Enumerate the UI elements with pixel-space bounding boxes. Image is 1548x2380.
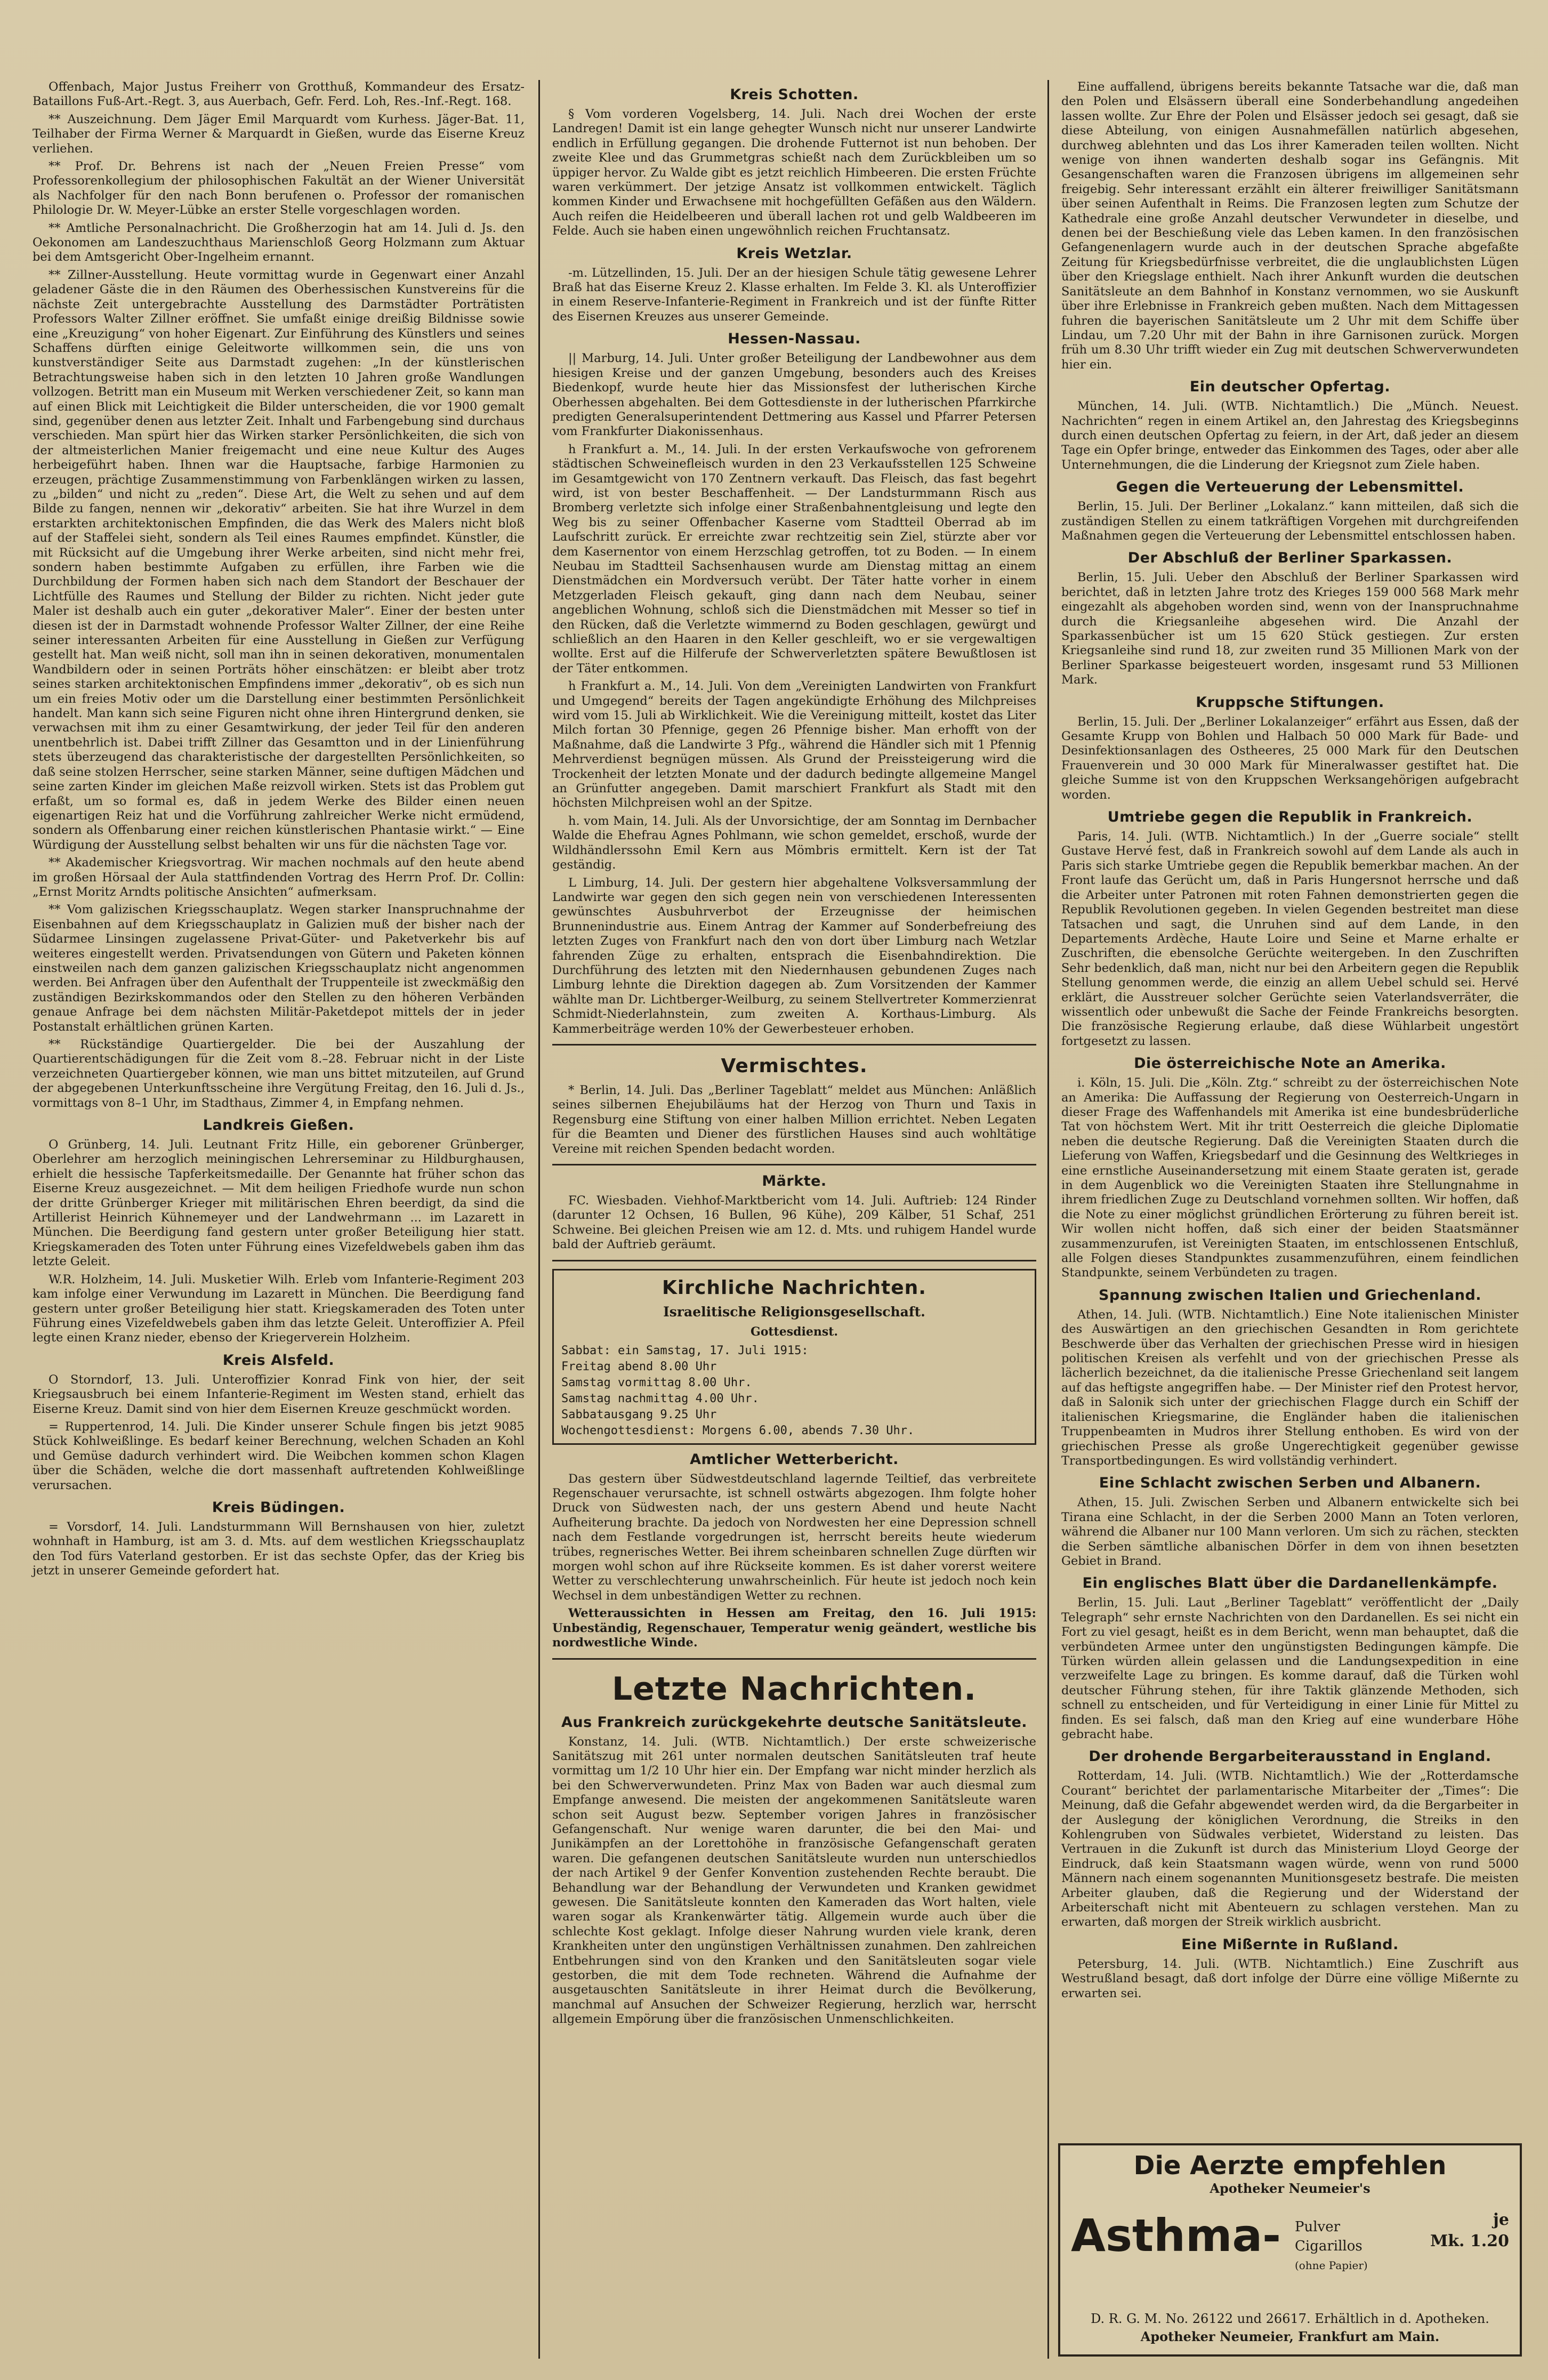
service-line: Wochengottesdienst: Morgens 6.00, abends 7.30 Uhr.: [561, 1424, 915, 1437]
section-heading: Kruppsche Stiftungen.: [1196, 694, 1384, 711]
section-heading: Kreis Schotten.: [730, 86, 859, 103]
article-paragraph: Wetteraussichten in Hessen am Freitag, den 16. Juli 1915: Unbeständig, Regenschauer, Temperatur wenig geändert, westliche bis nordwestliche Winde.: [552, 1606, 1036, 1650]
article-paragraph: h Frankfurt a. M., 14. Juli. Von dem „Vereinigten Landwirten von Frankfurt und Umgegend“ bereits der Tagen angekündigte Erhöhung des Milchpreises wird vom 15. Juli ab Wirklichkeit. Wie die Vereinigung mitteilt, kostet das Liter Milch fortan 30 Pfennige, gegen 26 Pfennige bisher. Man erhofft von der Maßnahme, daß die Landwirte 3 Pfg., während die Händler sich mit 1 Pfennig Mehrverdienst begnügen müssen. Als Grund der Preissteigerung wird die Trockenheit der letzten Monate und der dadurch bedingte allgemeine Mangel an Grünfutter angegeben. Damit marschiert Frankfurt als Stadt mit den höchsten Milchpreisen wohl an der Spitze.: [552, 679, 1036, 810]
article-paragraph: ** Amtliche Personalnachricht. Die Großherzogin hat am 14. Juli d. Js. den Oekonomen am Landeszuchthaus Marienschloß Georg Holzmann zum Aktuar bei dem Amtsgericht Ober-Ingelheim ernannt.: [33, 221, 525, 264]
column-right: [1058, 80, 1522, 2135]
section-heading: Der Abschluß der Berliner Sparkassen.: [1127, 550, 1453, 567]
article-paragraph: § Vom vorderen Vogelsberg, 14. Juli. Nach drei Wochen der erste Landregen! Damit ist ein lange gehegter Wunsch nicht nur unserer Landwirte endlich in Erfüllung gegangen. Die drohende Futternot ist nun behoben. Der zweite Klee und das Grummetgras schießt nach dem Zurückbleiben um so üppiger hervor. Zu Walde gibt es jetzt reichlich Himbeeren. Die ersten Früchte waren verkümmert. Der jetzige Ansatz ist vollkommen entwickelt. Täglich kommen Kinder und Erwachsene mit hochgefüllten Gefäßen aus den Wäldern. Auch reifen die Heidelbeeren und überall lachen rot und gelb Waldbeeren im Felde. Auch sie haben einen ungewöhnlich reichen Fruchtansatz.: [552, 107, 1036, 238]
article-paragraph: h Frankfurt a. M., 14. Juli. In der ersten Verkaufswoche von gefrorenem städtischen Schweinefleisch wurden in den 23 Verkaufsstellen 125 Schweine im Gesamtgewicht von 170 Zentnern verkauft. Das Fleisch, das fast begehrt wird, ist von bester Beschaffenheit. — Der Landsturmmann Risch aus Bromberg verletzte sich infolge einer Straßenbahnentgleisung und legte den Weg bis zu seiner Offenbacher Kaserne vom Stadtteil Oberrad ab im Laufschritt zurück. Er erreichte zwar rechtzeitig sein Ziel, stürzte aber vor dem Kasernentor von einem Herzschlag getroffen, tot zu Boden. — In einem Neubau im Stadtteil Sachsenhausen wurde am Dienstag mittag an einem Dienstmädchen ein Mordversuch verübt. Der Täter hatte vorher in einem Metzgerladen Fleisch gekauft, ging dann nach dem Neubau, seiner angeblichen Wohnung, schloß sich die Dienstmädchen mit Messer so tief in den Rücken, daß die Verletzte wimmernd zu Boden geschlagen, gewürgt und schließlich an den Haaren in den Keller geschleift, wo er sie vergewaltigen wollte. Erst auf die Hilferufe der Schwerverletzten spätere Bewußtlosen ist der Täter entkommen.: [552, 442, 1036, 676]
article-paragraph: Berlin, 15. Juli. Der Berliner „Lokalanz.“ kann mitteilen, daß sich die zuständigen Stellen zu einem tatkräftigen Vorgehen mit durchgreifenden Maßnahmen gegen die Verteuerung der Lebensmittel entschlossen haben.: [1061, 500, 1519, 543]
section-heading: Aus Frankreich zurückgekehrte deutsche Sanitätsleute.: [561, 1714, 1028, 1731]
column-middle: [549, 80, 1039, 2364]
ad-product-forms: [1295, 2217, 1368, 2275]
section-heading: Landkreis Gießen.: [203, 1117, 354, 1134]
ad-subheadline: Apotheker Neumeier's: [1210, 2181, 1370, 2196]
church-notice: [552, 1269, 1036, 1445]
article-paragraph: FC. Wiesbaden. Viehhof-Marktbericht vom 14. Juli. Auftrieb: 124 Rinder (darunter 12 Ochsen, 16 Bullen, 96 Kühe), 209 Kälber, 51 Schaf, 251 Schweine. Bei gleichen Preisen wie am 12. d. Mts. und ruhigem Handel wurde bald der Auftrieb geräumt.: [552, 1194, 1036, 1252]
section-heading: Eine Mißernte in Rußland.: [1181, 1936, 1399, 1953]
column-left: [29, 80, 528, 2364]
article-paragraph: = Ruppertenrod, 14. Juli. Die Kinder unserer Schule fingen bis jetzt 9085 Stück Kohlweißlinge. Es bedarf keiner Berechnung, welchen Schaden an Kohl und Gemüse dadurch verhindert wird. Die Weibchen kommen schon Klagen über die Schäden, welche die dort massenhaft auftretenden Kohlweißlinge verursachen.: [33, 1419, 525, 1492]
divider: [552, 1164, 1036, 1165]
headline-latest-news: Letzte Nachrichten.: [611, 1670, 977, 1708]
section-heading: Amtlicher Wetterbericht.: [690, 1451, 899, 1468]
article-paragraph: || Marburg, 14. Juli. Unter großer Beteiligung der Landbewohner aus dem hiesigen Kreise und der ganzen Umgebung, besonders auch des Kreises Biedenkopf, wurde heute hier das Missionsfest der lutherischen Kirche Oberhessen abgehalten. Bei dem Gottesdienste in der lutherischen Pfarrkirche predigten Generalsuperintendent Dettmering aus Kassel und Pfarrer Petersen vom Frankfurter Diakonissenhaus.: [552, 351, 1036, 439]
article-paragraph: ** Akademischer Kriegsvortrag. Wir machen nochmals auf den heute abend im großen Hörsaal der Aula stattfindenden Vortrag des Herrn Prof. Dr. Collin: „Ernst Moritz Arndts politische Ansichten“ aufmerksam.: [33, 856, 525, 899]
ad-price: Mk. 1.20: [1430, 2232, 1509, 2250]
column-rule: [538, 80, 540, 2359]
article-paragraph: L Limburg, 14. Juli. Der gestern hier abgehaltene Volksversammlung der Landwirte war gegen den sich gegen nein von verschiedenen Interessenten gewünschtes Ausbuhrverbot der Erzeugnisse der heimischen Brunnenindustrie aus. Einem Antrag der Kammer auf Sonderbefreiung des letzten Zuges von Frankfurt nach den von dort über Limburg nach Wetzlar fahrenden Züge zu erhalten, entsprach die Eisenbahndirektion. Die Durchführung des letzten mit den Niedernhausen gebundenen Zuges nach Limburg lehnte die Direktion dagegen ab. Zum Vorsitzenden der Kammer wählte man Dr. Lichtberger-Weilburg, zu seinem Stellvertreter Kommerzienrat Schmidt-Niederlahnstein, zum zweiten A. Korthaus-Limburg. Als Kammerbeiträge werden 10% der Gewerbesteuer erhoben.: [552, 875, 1036, 1036]
article-paragraph: Rotterdam, 14. Juli. (WTB. Nichtamtlich.) Wie der „Rotterdamsche Courant“ berichtet der parlamentarische Mitarbeiter der „Times“: Die Meinung, daß die Gefahr abgewendet werden wird, da die Bergarbeiter in der Auslegung der königlichen Verordnung, die Streiks in den Kohlengruben von Südwales verbietet, Widerstand zu leisten. Das Vertrauen in die Zukunft ist durch das Ministerium Lloyd George der Eindruck, daß kein Staatsmann wagen würde, wenn von rund 5000 Männern nach einem sogenannten Munitionsgesetz bestrafe. Die meisten Arbeiter glauben, daß die Regierung und der Widerstand der Arbeiterschaft nicht mit Abenteuern zu schlagen verstehen. Man zu erwarten, daß morgen der Streik wirklich ausbricht.: [1061, 1769, 1519, 1929]
ad-note: (ohne Papier): [1295, 2259, 1368, 2272]
service-line: Samstag vormittag 8.00 Uhr.: [561, 1376, 752, 1389]
section-heading: Die österreichische Note an Amerika.: [1134, 1055, 1446, 1072]
ad-footer: [1071, 2310, 1509, 2346]
article-paragraph: O Grünberg, 14. Juli. Leutnant Fritz Hille, ein geborener Grünberger, Oberlehrer am herzoglich meiningischen Lehrerseminar zu Hildburghausen, erhielt die hessische Tapferkeitsmedaille. Der Genannte hat früher schon das Eiserne Kreuz ausgezeichnet. — Mit dem heiligen Friedhofe wurde nun schon der dritte Grünberger Krieger mit militärischen Ehren beerdigt, da sind die Artillerist Heinrich Kühnemeyer und der Landwehrmann ... im Lazarett in München. Die Beerdigung fand gestern unter großer Beteiligung hier statt. Kriegskameraden des Toten unter Führung eines Vizefeldwebels gaben ihm das letzte Geleit.: [33, 1138, 525, 1269]
article-paragraph: W.R. Holzheim, 14. Juli. Musketier Wilh. Erleb vom Infanterie-Regiment 203 kam infolge einer Verwundung im Lazarett in München. Die Beerdigung fand gestern unter großer Beteiligung hier statt. Kriegskameraden des Toten unter Führung eines Vizefeldwebels gaben ihm das letzte Geleit. Unteroffizier A. Pfeil legte einen Kranz nieder, ebenso der Kriegerverein Holzheim.: [33, 1272, 525, 1345]
article-paragraph: Paris, 14. Juli. (WTB. Nichtamtlich.) In der „Guerre sociale“ stellt Gustave Hervé fest, daß in Frankreich sowohl auf dem Lande als auch in Paris sich starke Umtriebe gegen die Republik bemerkbar machen. An der Front laufe das Gerücht um, daß in Paris Hungersnot herrsche und daß die Arbeiter unter Patronen mit roten Fahnen demonstrierten gegen die Republik Revolutionen gegeben. In vielen Gegenden bestreitet man diese Tatsachen und sagt, die Unruhen sind auf dem Lande, in den Departements Ardèche, Haute Loire und Seine et Marne erhalte er Zuschriften, die ebensolche Gerüchte weitergeben. In den Zuschriften Sehr bedenklich, daß man, nicht nur bei den Arbeitern gegen die Republik Stellung genommen werde, die einzig an allem Uebel schuld sei. Hervé erklärt, die Ausstreuer solcher Gerüchte seien Vaterlandsverräter, die wissentlich oder unbewußt die Sache der Feinde Frankreichs besorgten. Die französische Regierung erlaube, daß diese Wühlarbeit ungestört fortgesetzt zu lassen.: [1061, 830, 1519, 1048]
article-paragraph: = Vorsdorf, 14. Juli. Landsturmmann Will Bernshausen von hier, zuletzt wohnhaft in Hamburg, ist am 3. d. Mts. auf dem westlichen Kriegsschauplatz den Tod fürs Vaterland gestorben. Er ist das sechste Opfer, das der Krieg bis jetzt in unserer Gemeinde gefordert hat.: [33, 1519, 525, 1578]
article-paragraph: ** Rückständige Quartiergelder. Die bei der Auszahlung der Quartierentschädigungen für die Zeit vom 8.–28. Februar nicht in der Liste verzeichneten Quartiergeber können, wie man uns bittet mitzuteilen, auf Grund der abgegebenen Unterkunftsscheine ihre Vergütung Freitag, den 16. Juli d. Js., vormittags von 8–1 Uhr, im Stadthaus, Zimmer 4, in Empfang nehmen.: [33, 1038, 525, 1110]
service-line: Freitag abend 8.00 Uhr: [561, 1360, 717, 1373]
article-paragraph: -m. Lützellinden, 15. Juli. Der an der hiesigen Schule tätig gewesene Lehrer Braß hat das Eiserne Kreuz 2. Klasse erhalten. Im Felde 3. Kl. als Unteroffizier in einem Reserve-Infanterie-Regiment in Frankreich und ist der fünfte Ritter des Eisernen Kreuzes aus unserer Gemeinde.: [552, 266, 1036, 324]
article-paragraph: Offenbach, Major Justus Freiherr von Grotthuß, Kommandeur des Ersatz-Bataillons Fuß-Art.-Regt. 3, aus Auerbach, Gefr. Ferd. Loh, Res.-Inf.-Regt. 168.: [33, 80, 525, 109]
service-line: Sabbat: ein Samstag, 17. Juli 1915:: [561, 1344, 809, 1357]
article-paragraph: Athen, 14. Juli. (WTB. Nichtamtlich.) Eine Note italienischen Minister des Auswärtigen an den griechischen Gesandten in Rom gerichtete Beschwerde über das Verhalten der griechischen Presse wird in hiesigen politischen Kreisen als verfehlt und von der griechischen Presse als lächerlich bezeichnet, da die italienische Presse Griechenland seit langem auf das heftigste angegriffen habe. — Der Minister rief den Protest hervor, daß in Salonik sich unter der griechischen Flagge durch ein Schiff der italienischen Kriegsmarine, die Engländer haben die italienischen Truppenbeamten in Mudros ihrer Stellung enthoben. Es wird von der griechischen Presse als große Ungerechtigkeit gegenüber gewisse Transportbedingungen. Es wird vollständig verhindert.: [1061, 1307, 1519, 1468]
article-paragraph: O Storndorf, 13. Juli. Unteroffizier Konrad Fink von hier, der seit Kriegsausbruch bei einem Infanterie-Regiment im Westen stand, erhielt das Eiserne Kreuz. Damit sind von hier dem Eisernen Kreuze geschmückt worden.: [33, 1372, 525, 1416]
article-paragraph: Athen, 15. Juli. Zwischen Serben und Albanern entwickelte sich bei Tirana eine Schlacht, in der die Serben 2000 Mann an Toten verloren, während die Albaner nur 100 Mann verloren. Um sich zu rächen, steckten die Serben sämtliche albanischen Dörfer in dem von ihnen besetzten Gebiet in Brand.: [1061, 1495, 1519, 1568]
ad-form: Pulver: [1295, 2219, 1341, 2235]
notice-heading: Israelitische Religionsgesellschaft.: [663, 1304, 925, 1320]
ad-price-label: je: [1493, 2210, 1509, 2229]
divider: [552, 1044, 1036, 1046]
section-heading: Kreis Alsfeld.: [222, 1352, 335, 1369]
section-title: Vermischtes.: [721, 1055, 868, 1077]
section-title: Kirchliche Nachrichten.: [662, 1276, 926, 1299]
ad-price-block: [1430, 2209, 1509, 2252]
ad-patent: D. R. G. M. No. 26122 und 26617. Erhältlich in d. Apotheken.: [1091, 2311, 1489, 2326]
article-paragraph: ** Prof. Dr. Behrens ist nach der „Neuen Freien Presse“ vom Professorenkollegium der philosophischen Fakultät an der Wiener Universität als Nachfolger für den nach Bonn berufenen o. Professor der romanischen Philologie Dr. W. Meyer-Lübke an erster Stelle vorgeschlagen worden.: [33, 159, 525, 218]
section-heading: Eine Schlacht zwischen Serben und Albanern.: [1099, 1475, 1481, 1492]
ad-headline: Die Aerzte empfehlen: [1133, 2151, 1447, 2181]
article-paragraph: ** Zillner-Ausstellung. Heute vormittag wurde in Gegenwart einer Anzahl geladener Gäste die in den Räumen des Oberhessischen Kunstvereins für die nächste Zeit untergebrachte Ausstellung des Darmstädter Porträtisten Professors Walter Zillner eröffnet. Sie umfaßt einige dreißig Bildnisse sowie eine „Kreuzigung“ von hoher Eigenart. Zur Einführung des Künstlers und seines Schaffens dürften einige Geleitworte willkommen sein, die uns von kunstverständiger Seite aus Darmstadt zugehen: „In der künstlerischen Betrachtungsweise haben sich in den letzten 10 Jahren große Wandlungen vollzogen. Betritt man ein Museum mit Werken verschiedener Zeit, so kann man auf einen Blick mit Leichtigkeit die Bilder unterscheiden, die vor 1900 gemalt sind, gegenüber denen aus letzter Zeit. Inhalt und Farbengebung sind durchaus verschieden. Man spürt hier das Wirken starker Persönlichkeiten, die sich von der altmeisterlichen Manier freigemacht und eine neue Kultur des Auges herbeigeführt haben. Ihnen war die Hauptsache, farbige Harmonien zu erzeugen, prächtige Zusammenstimmung von Farbenklängen wirken zu lassen, zu „bilden“ und nicht zu „reden“. Diese Art, die Welt zu sehen und auf dem Bilde zu fangen, nennen wir „dekorativ“ arbeiten. Sie hat ihre Wurzel in dem erstarkten architektonischen Empfinden, die das Werk des Malers nicht bloß auf der Staffelei sieht, sondern als Teil eines Raumes empfindet. Künstler, die mit Rücksicht auf die Umgebung ihrer Werke arbeiten, sind nicht mehr frei, sondern haben bestimmte Aufgaben zu erfüllen, ihre Farben wie die Durchbildung der Formen haben sich nach dem Standort der Beschauer der Lichtfülle des Raumes und Stellung der Bilder zu richten. Nicht jeder gute Maler ist deshalb auch ein guter „dekorativer Maler“. Einer der besten unter diesen ist der in Darmstadt wohnende Professor Walter Zillner, der eine Reihe seiner interessanten Arbeiten für eine Ausstellung in Gießen zur Verfügung gestellt hat. Man weiß nicht, soll man ihn in seinen dekorativen, monumentalen Wandbildern oder in seinen Porträts höher einschätzen: er bleibt aber trotz seines starken architektonischen Empfindens immer „dekorativ“, ob es sich nun um ein freies Motiv oder um die Darstellung einer bestimmten Persönlichkeit handelt. Man kann sich seine Figuren nicht ohne ihren Hintergrund denken, sie verwachsen mit ihm zu einer Gesamtwirkung, der jeder Teil für den anderen unentbehrlich ist. Dabei trifft Zillner das Gesamtton und in der Linienführung stets überzeugend das charakteristische der dargestellten Persönlichkeiten, so daß seine stolzen Herrscher, seine starken Männer, seine duftigen Mädchen und seine zarten Kinder im gleichen Maße reizvoll wirken. Stets ist das Problem gut erfaßt, um so formal es, daß in jedem Werke des Bilder einen neuen eigenartigen Reiz hat und die Vorführung zahlreicher Werke nicht ermüdend, sondern als Offenbarung einer reichen künstlerischen Phantasie wirkt.“ — Eine Würdigung der Ausstellung selbst behalten wir uns für die nächsten Tage vor.: [33, 268, 525, 852]
article-paragraph: ** Auszeichnung. Dem Jäger Emil Marquardt vom Kurhess. Jäger-Bat. 11, Teilhaber der Firma Werner & Marquardt in Gießen, wurde das Eiserne Kreuz verliehen.: [33, 112, 525, 156]
article-paragraph: i. Köln, 15. Juli. Die „Köln. Ztg.“ schreibt zu der österreichischen Note an Amerika: Die Auffassung der Regierung von Oesterreich-Ungarn in dieser Frage des Waffenhandels mit Amerika ist eine bundesbrüderliche Tat von höchstem Wert. Mit ihr tritt Oesterreich die gleiche Diplomatie neben die deutsche Regierung. Daß die Vereinigten Staaten durch die Lieferung von Waffen, Kriegsbedarf und die Gesinnung des Weltkrieges in eine ernstliche Auseinandersetzung mit einem Staate geraten ist, gerade in dem Augenblick wo die Vereinigten Staaten ihre Stellungnahme in ihrem friedlichen Zuge zu Deutschland vornehmen sollten. Wir hoffen, daß die Note zu einer möglichst gründlichen Erörterung zu führen bereit ist. Wir wollen nicht hoffen, daß sich einer der beiden Staatsmänner zusammenzurufen, ist Vereinigten Staaten, im entschlossenen Entschluß, alle Folgen dieses Standpunktes zusammenzuführen, einem feindlichen Standpunkte, seinem Verbündeten zu tragen.: [1061, 1076, 1519, 1280]
advertisement-asthma: [1058, 2143, 1522, 2357]
section-heading: Gegen die Verteuerung der Lebensmittel.: [1116, 479, 1464, 496]
section-heading: Märkte.: [762, 1173, 827, 1189]
service-line: Sabbatausgang 9.25 Uhr: [561, 1408, 717, 1421]
ad-maker: Apotheker Neumeier, Frankfurt am Main.: [1140, 2329, 1440, 2344]
section-heading: Kreis Wetzlar.: [736, 245, 852, 262]
article-paragraph: Konstanz, 14. Juli. (WTB. Nichtamtlich.) Der erste schweizerische Sanitätszug mit 261 unter normalen deutschen Sanitätsleuten traf heute vormittag um 1/2 10 Uhr hier ein. Der Empfang war nicht minder herzlich als bei den Schwerverwundeten. Prinz Max von Baden war auch diesmal zum Empfange anwesend. Die meisten der angekommenen Sanitätsleute waren schon seit August bezw. September vorigen Jahres in französischer Gefangenschaft. Nur wenige waren darunter, die bei den Mai- und Junikämpfen an der Lorettohöhe in französische Gefangenschaft geraten waren. Die gefangenen deutschen Sanitätsleute wurden nun unterschiedlos der nach Artikel 9 der Genfer Konvention zustehenden Rechte beraubt. Die Behandlung war der Behandlung der Verwundeten und Kranken gewidmet gewesen. Die Sanitätsleute konnten den Kameraden das Wort halten, viele waren sogar als Krankenwärter tätig. Allgemein wurde auch über die schlechte Kost geklagt. Infolge dieser Nahrung wurden viele krank, deren Krankheiten unter den ungünstigen Verhältnissen zunahmen. Den zahlreichen Entbehrungen sind von den Kranken und den Sanitätsleuten sogar viele gestorben, die mit dem Tode rechneten. Während die Aufnahme der ausgetauschten Sanitätsleute in ihrer Heimat durch die Bevölkerung, manchmal auf Ansuchen der Schweizer Regierung, herzlich war, herrscht allgemein Empörung über die französischen Unmenschlichkeiten.: [552, 1734, 1036, 2027]
section-heading: Kreis Büdingen.: [212, 1499, 345, 1516]
section-heading: Hessen-Nassau.: [728, 331, 861, 348]
ad-form: Cigarillos: [1295, 2238, 1362, 2254]
section-heading: Ein englisches Blatt über die Dardanellenkämpfe.: [1082, 1575, 1498, 1592]
divider: [552, 1260, 1036, 1261]
column-rule: [1047, 80, 1049, 2359]
article-paragraph: * Berlin, 14. Juli. Das „Berliner Tageblatt“ meldet aus München: Anläßlich seines silbernen Ehejubiläums hat der Herzog von Thurn und Taxis in Regensburg eine Stiftung von einer halben Million errichtet. Neben Legaten für die Beamten und Diener des fürstlichen Hauses sind auch wohltätige Vereine mit reichen Spenden bedacht worden.: [552, 1083, 1036, 1156]
article-paragraph: München, 14. Juli. (WTB. Nichtamtlich.) Die „Münch. Neuest. Nachrichten“ regen in einem Artikel an, den Jahrestag des Kriegsbeginns durch einen deutschen Opfertag zu feiern, in der Art, daß jeder an diesem Tage ein Opfer bringe, entweder das Einkommen des Tages, oder aber alle Unternehmungen, die die Linderung der Kriegsnot zum Ziele haben.: [1061, 399, 1519, 472]
article-paragraph: Das gestern über Südwestdeutschland lagernde Teiltief, das verbreitete Regenschauer verursachte, ist schnell ostwärts abgezogen. Ihm folgte hoher Druck von Südwesten nach, der uns gestern Abend und heute Nacht Aufheiterung brachte. Da jedoch von Nordwesten her eine Depression schnell nach dem Festlande vorgedrungen ist, herrscht bereits heute wiederum trübes, regnerisches Wetter. Bei ihrem scheinbaren schnellen Zuge dürften wir morgen wohl schon auf ihre Rückseite kommen. Es ist daher vorerst weitere Wetter zu verschlechterung unwahrscheinlich. Für heute ist jedoch noch kein Wechsel in dem unbeständigen Wetter zu rechnen.: [552, 1472, 1036, 1603]
section-heading: Spannung zwischen Italien und Griechenland.: [1098, 1287, 1482, 1304]
article-paragraph: h. vom Main, 14. Juli. Als der Unvorsichtige, der am Sonntag im Dernbacher Walde die Ehefrau Agnes Pohlmann, wie schon gemeldet, erschoß, wurde der Wildhändlerssohn Emil Kern aus Mömbris ermittelt. Kern ist der Tat geständig.: [552, 814, 1036, 872]
article-paragraph: Berlin, 15. Juli. Ueber den Abschluß der Berliner Sparkassen wird berichtet, daß in letzten Jahre trotz des Krieges 159 000 568 Mark mehr eingezahlt als abgehoben worden sind, wenn von der Inanspruchnahme durch die Kriegsanleihe abgesehen wird. Die Anzahl der Sparkassenbücher ist um 15 620 Stück gestiegen. Zur ersten Kriegsanleihe sind rund 18, zur zweiten rund 35 Millionen Mark von der Berliner Sparkasse beigesteuert worden, insgesamt rund 53 Millionen Mark.: [1061, 570, 1519, 687]
section-heading: Der drohende Bergarbeiterausstand in England.: [1089, 1748, 1491, 1765]
article-paragraph: Berlin, 15. Juli. Laut „Berliner Tageblatt“ veröffentlicht der „Daily Telegraph“ sehr ernste Nachrichten von den Dardanellen. Es sei nicht ein Fort zu viel gesagt, heißt es in dem Bericht, wenn man behauptet, daß die verbündeten Armee unter den ungünstigsten Bedingungen kämpfe. Die Türken würden allein gelassen und die Landungsexpedition in eine verzweifelte Lage zu bringen. Es komme darauf, daß die Türken wohl deutscher Führung stehen, für ihre Taktik glänzende Methoden, sich schnell zu entscheiden, und für Verteidigung in einer Linie für Mittel zu finden. Es sei falsch, daß man den Krieg auf eine wunderbare Höhe gebracht habe.: [1061, 1596, 1519, 1741]
article-paragraph: Petersburg, 14. Juli. (WTB. Nichtamtlich.) Eine Zuschrift aus Westrußland besagt, daß dort infolge der Dürre eine völlige Mißernte zu erwarten sei.: [1061, 1957, 1519, 2000]
article-paragraph: Eine auffallend, übrigens bereits bekannte Tatsache war die, daß man den Polen und Elsässern überall eine Sonderbehandlung angedeihen lassen wollte. Zur Ehre der Polen und Elsässer jedoch sei gesagt, daß sie diese Abteilung, von einigen Ausnahmefällen natürlich abgesehen, durchweg ablehnten und das Los ihrer Kameraden teilen wollten. Nicht wenige von ihnen wanderten deshalb sogar ins Gefängnis. Mit Gesangenschaften waren die Franzosen übrigens im allgemeinen sehr freigebig. Sehr interessant erzählt ein älterer freiwilliger Sanitätsmann über seinen Aufenthalt in Reims. Die Franzosen legten zum Schutze der Kathedrale eine große Anzahl deutscher Verwundeter in dieselbe, und denen bei der Beschießung viele das Leben kamen. In den französischen Gefangenenlagern wurde auch in der deutschen Sprache abgefaßte Zeitung für Kriegsbedürfnisse verbreitet, die die unglaublichsten Lügen über den Kriegslage enthielt. Nach ihrer Ankunft wurden die deutschen Sanitätsleute an dem Bahnhof in Konstanz vernommen, wo sie Auskunft über ihre Erlebnisse in Frankreich geben mußten. Nach dem Mittagessen fuhren die bayerischen Sanitätsleute um 2 Uhr mit dem Schiffe über Lindau, um 7.20 Uhr mit der Bahn in ihre Garnisonen zurück. Morgen früh um 8.30 Uhr trifft wieder ein Zug mit deutschen Schwerverwundeten hier ein.: [1061, 80, 1519, 372]
service-line: Samstag nachmittag 4.00 Uhr.: [561, 1392, 759, 1405]
ad-product-name: Asthma-: [1071, 2209, 1281, 2262]
section-heading: Ein deutscher Opfertag.: [1189, 379, 1391, 396]
divider: [552, 1658, 1036, 1660]
notice-subheading: Gottesdienst.: [750, 1324, 838, 1339]
article-paragraph: Berlin, 15. Juli. Der „Berliner Lokalanzeiger“ erfährt aus Essen, daß der Gesamte Krupp von Bohlen und Halbach 50 000 Mark für Bade- und Desinfektionsanlagen des Ostheeres, 25 000 Mark für den Deutschen Frauenverein und 30 000 Mark für Mineralwasser gestiftet hat. Die gleiche Summe ist von den Kruppschen Werksangehörigen aufgebracht worden.: [1061, 714, 1519, 802]
article-paragraph: ** Vom galizischen Kriegsschauplatz. Wegen starker Inanspruchnahme der Eisenbahnen auf dem Kriegsschauplatz in Galizien muß der bisher nach der Südarmee Linsingen zugelassene Privat-Güter- und Paketverkehr bis auf weiteres eingestellt werden. Privatsendungen von Gütern und Paketen können einstweilen nach dem ganzen galizischen Kriegsschauplatz nicht angenommen werden. Bei Anfragen über den Aufenthalt der Truppenteile ist zweckmäßig den zuständigen Bezirkskommandos oder den Stellen zu den höheren Verbänden genaue Anfrage bei dem nächsten Militär-Paketdepot mittels der in jeder Postanstalt erhältlichen grünen Karten.: [33, 903, 525, 1034]
section-heading: Umtriebe gegen die Republik in Frankreich.: [1107, 809, 1473, 826]
